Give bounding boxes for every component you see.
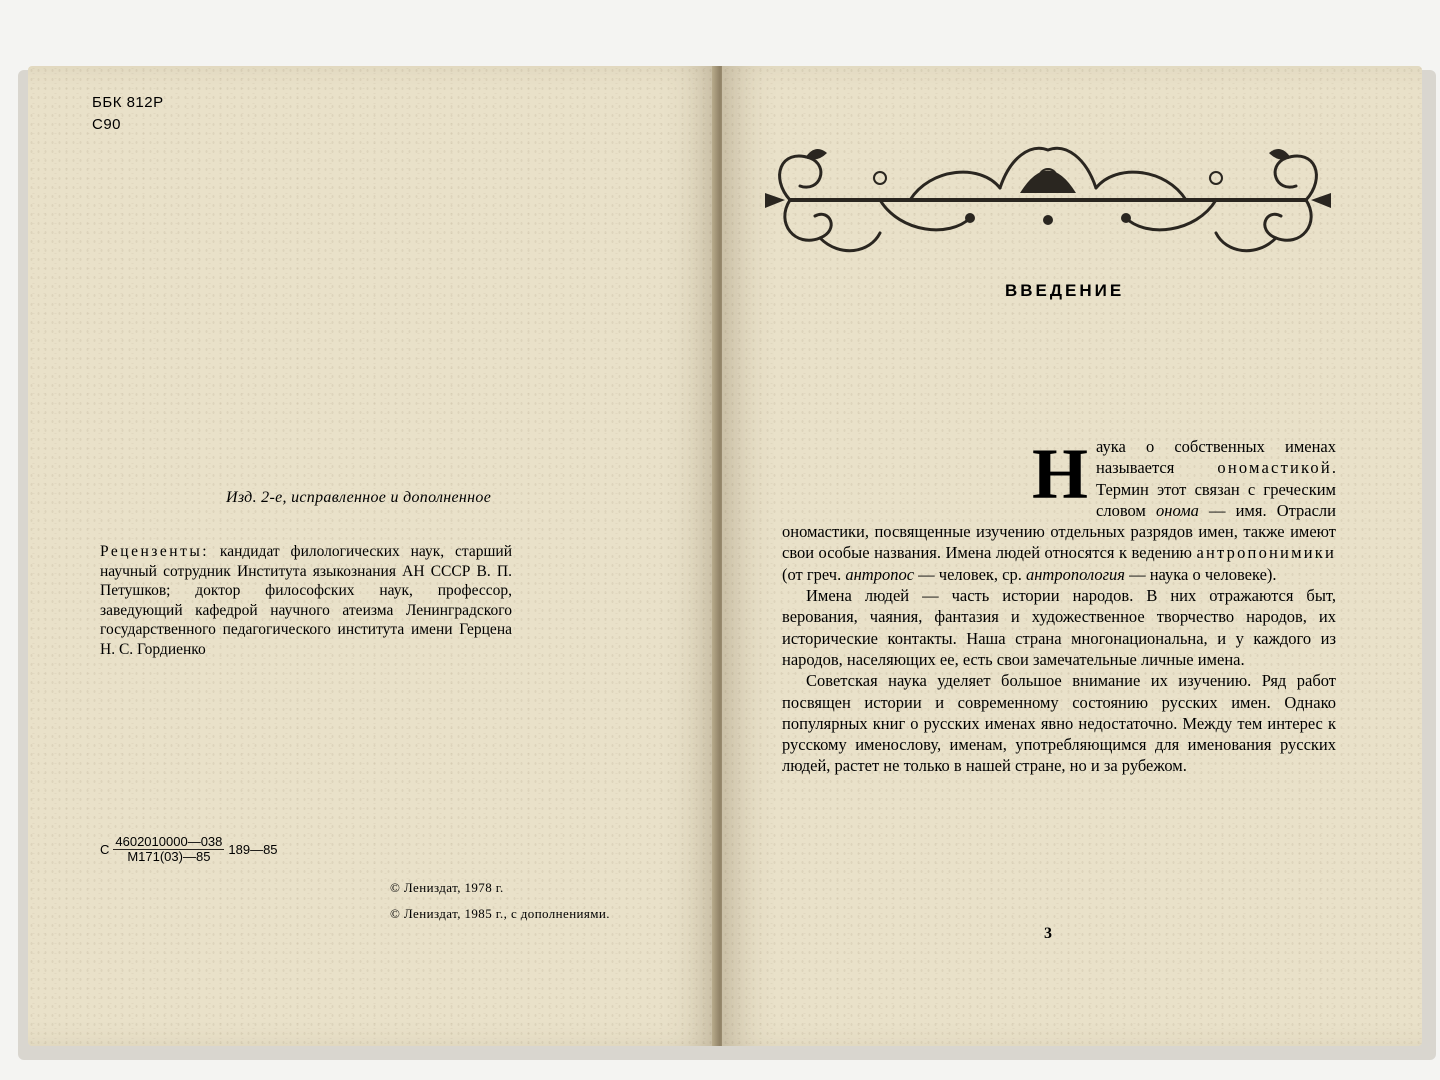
p1-part-e: — имя. Отрасли ономастики, посвященные изучению отдельных разрядов имен, также имеют свои особые названия. Имена людей относятся к ведению xyxy=(782,500,1337,563)
p1-part-c: . Термин этот связан с греческим словом xyxy=(1096,458,1336,520)
chapter-heading: ВВЕДЕНИЕ xyxy=(1005,281,1125,300)
p1-term-onomastics: ономастикой xyxy=(1217,458,1332,478)
paragraph-3: Советская наука уделяет большое внимание их изучению. Ряд работ посвящен истории и современному состоянию русских имен. Однако популярных книг о русских именах явно недостаточно. Между тем интерес к русскому именослову, именам, употребляющимся для именования русских людей, растет не только в нашей стране, но и за рубежом. xyxy=(782,671,1336,776)
copyright-1978: © Лениздат, 1978 г. xyxy=(390,880,504,895)
page-number: 3 xyxy=(1044,925,1052,942)
reviewers-block xyxy=(100,542,512,659)
copyright-1985: © Лениздат, 1985 г., с дополнениями. xyxy=(390,906,610,921)
bbk-block xyxy=(92,92,164,136)
index-code: С90 xyxy=(92,116,122,133)
catalog-prefix: С xyxy=(100,842,110,857)
p1-part-a: аука о собственных именах называется xyxy=(1096,437,1336,478)
floral-ornament-icon xyxy=(760,138,1336,276)
introduction-text xyxy=(782,436,1336,777)
p1-term-anthroponymics: антропонимики xyxy=(1196,543,1336,563)
reviewers-label: Рецензенты: xyxy=(100,543,210,560)
paragraph-2: Имена людей — часть истории народов. В них отражаются быт, верования, чаяния, фантазия и художественное творчество народов, их исторические контакты. Наша страна многонациональна, и у каждого из народов, населяющих ее, есть свои замечательные личные имена. xyxy=(782,586,1336,669)
bbk-code: ББК 812Р xyxy=(92,94,164,111)
drop-cap: Н xyxy=(1032,434,1089,514)
p1-term-anthropology: антропология xyxy=(1026,564,1125,584)
catalog-numerator: 4602010000—038 xyxy=(115,834,223,849)
p1-term-onoma: онома xyxy=(1156,500,1199,520)
p1-part-k: — наука о человеке). xyxy=(1129,564,1277,584)
p1-part-i: — человек, ср. xyxy=(918,564,1022,584)
catalog-code xyxy=(100,835,278,864)
catalog-denominator: М171(03)—85 xyxy=(127,849,211,864)
edition-note: Изд. 2-е, исправленное и дополненное xyxy=(226,489,492,506)
p1-term-anthropos: антропос xyxy=(845,564,915,584)
p1-part-g: (от греч. xyxy=(782,564,842,584)
catalog-fraction xyxy=(113,835,224,864)
reviewers-text: кандидат филологических наук, старший научный сотрудник Института языкознания АН СССР В. П. Петушков; доктор философских наук, профессор, заведующий кафедрой научного атеизма Ленинградского государственного педагогического института имени Герцена Н. С. Гордиенко xyxy=(100,543,513,658)
catalog-suffix: 189—85 xyxy=(228,842,278,857)
